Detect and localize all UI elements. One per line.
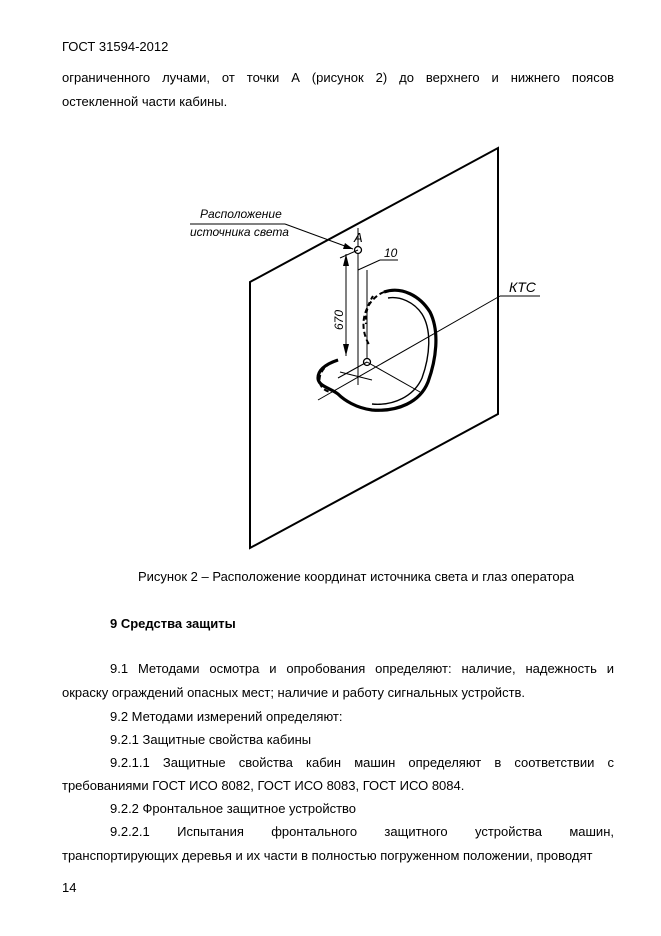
intro-line-2: остекленной части кабины. <box>62 94 228 109</box>
dim-670-arrow-bottom <box>343 344 349 356</box>
label-point-a: A <box>354 230 363 245</box>
para-9-2-1-1-line-1: 9.2.1.1 Защитные свойства кабин машин определяют в соответствии с <box>110 755 614 770</box>
label-source-line1: Расположение <box>200 207 282 221</box>
contour-inner <box>372 298 429 405</box>
page-number: 14 <box>62 880 77 895</box>
para-9-2-2: 9.2.2 Фронтальное защитное устройство <box>110 801 357 816</box>
contour-hidden <box>319 292 384 392</box>
dim-670-ext-top <box>340 250 358 258</box>
dim-10-leader <box>358 260 380 270</box>
document-header: ГОСТ 31594-2012 <box>62 39 169 54</box>
para-9-1-line-2: окраску ограждений опасных мест; наличие и работу сигнальных устройств. <box>62 685 526 700</box>
axis-depth <box>367 362 420 392</box>
section-title: 9 Средства защиты <box>110 616 236 631</box>
intro-line-1: ограниченного лучами, от точки А (рисунок 2) до верхнего и нижнего поясов <box>62 70 614 85</box>
cabin-plane <box>250 148 498 548</box>
label-ktc: КТС <box>509 279 536 295</box>
figure-caption: Рисунок 2 – Расположение координат источника света и глаз оператора <box>138 569 575 584</box>
para-9-2-1-1-line-2: требованиями ГОСТ ИСО 8082, ГОСТ ИСО 8083, ГОСТ ИСО 8084. <box>62 778 465 793</box>
para-9-2-1: 9.2.1 Защитные свойства кабины <box>110 732 312 747</box>
source-leader-arrow <box>343 243 353 249</box>
para-9-2: 9.2 Методами измерений определяют: <box>110 709 343 724</box>
para-9-1-line-1: 9.1 Методами осмотра и опробования определяют: наличие, надежность и <box>110 661 614 676</box>
label-dim-10: 10 <box>384 246 398 260</box>
label-dim-670: 670 <box>332 309 346 330</box>
label-source-line2: источника света <box>190 225 289 239</box>
para-9-2-2-1-line-2: транспортирующих деревья и их части в полностью погруженном положении, проводят <box>62 848 593 863</box>
para-9-2-2-1-line-1: 9.2.2.1 Испытания фронтального защитного устройства машин, <box>110 824 614 839</box>
